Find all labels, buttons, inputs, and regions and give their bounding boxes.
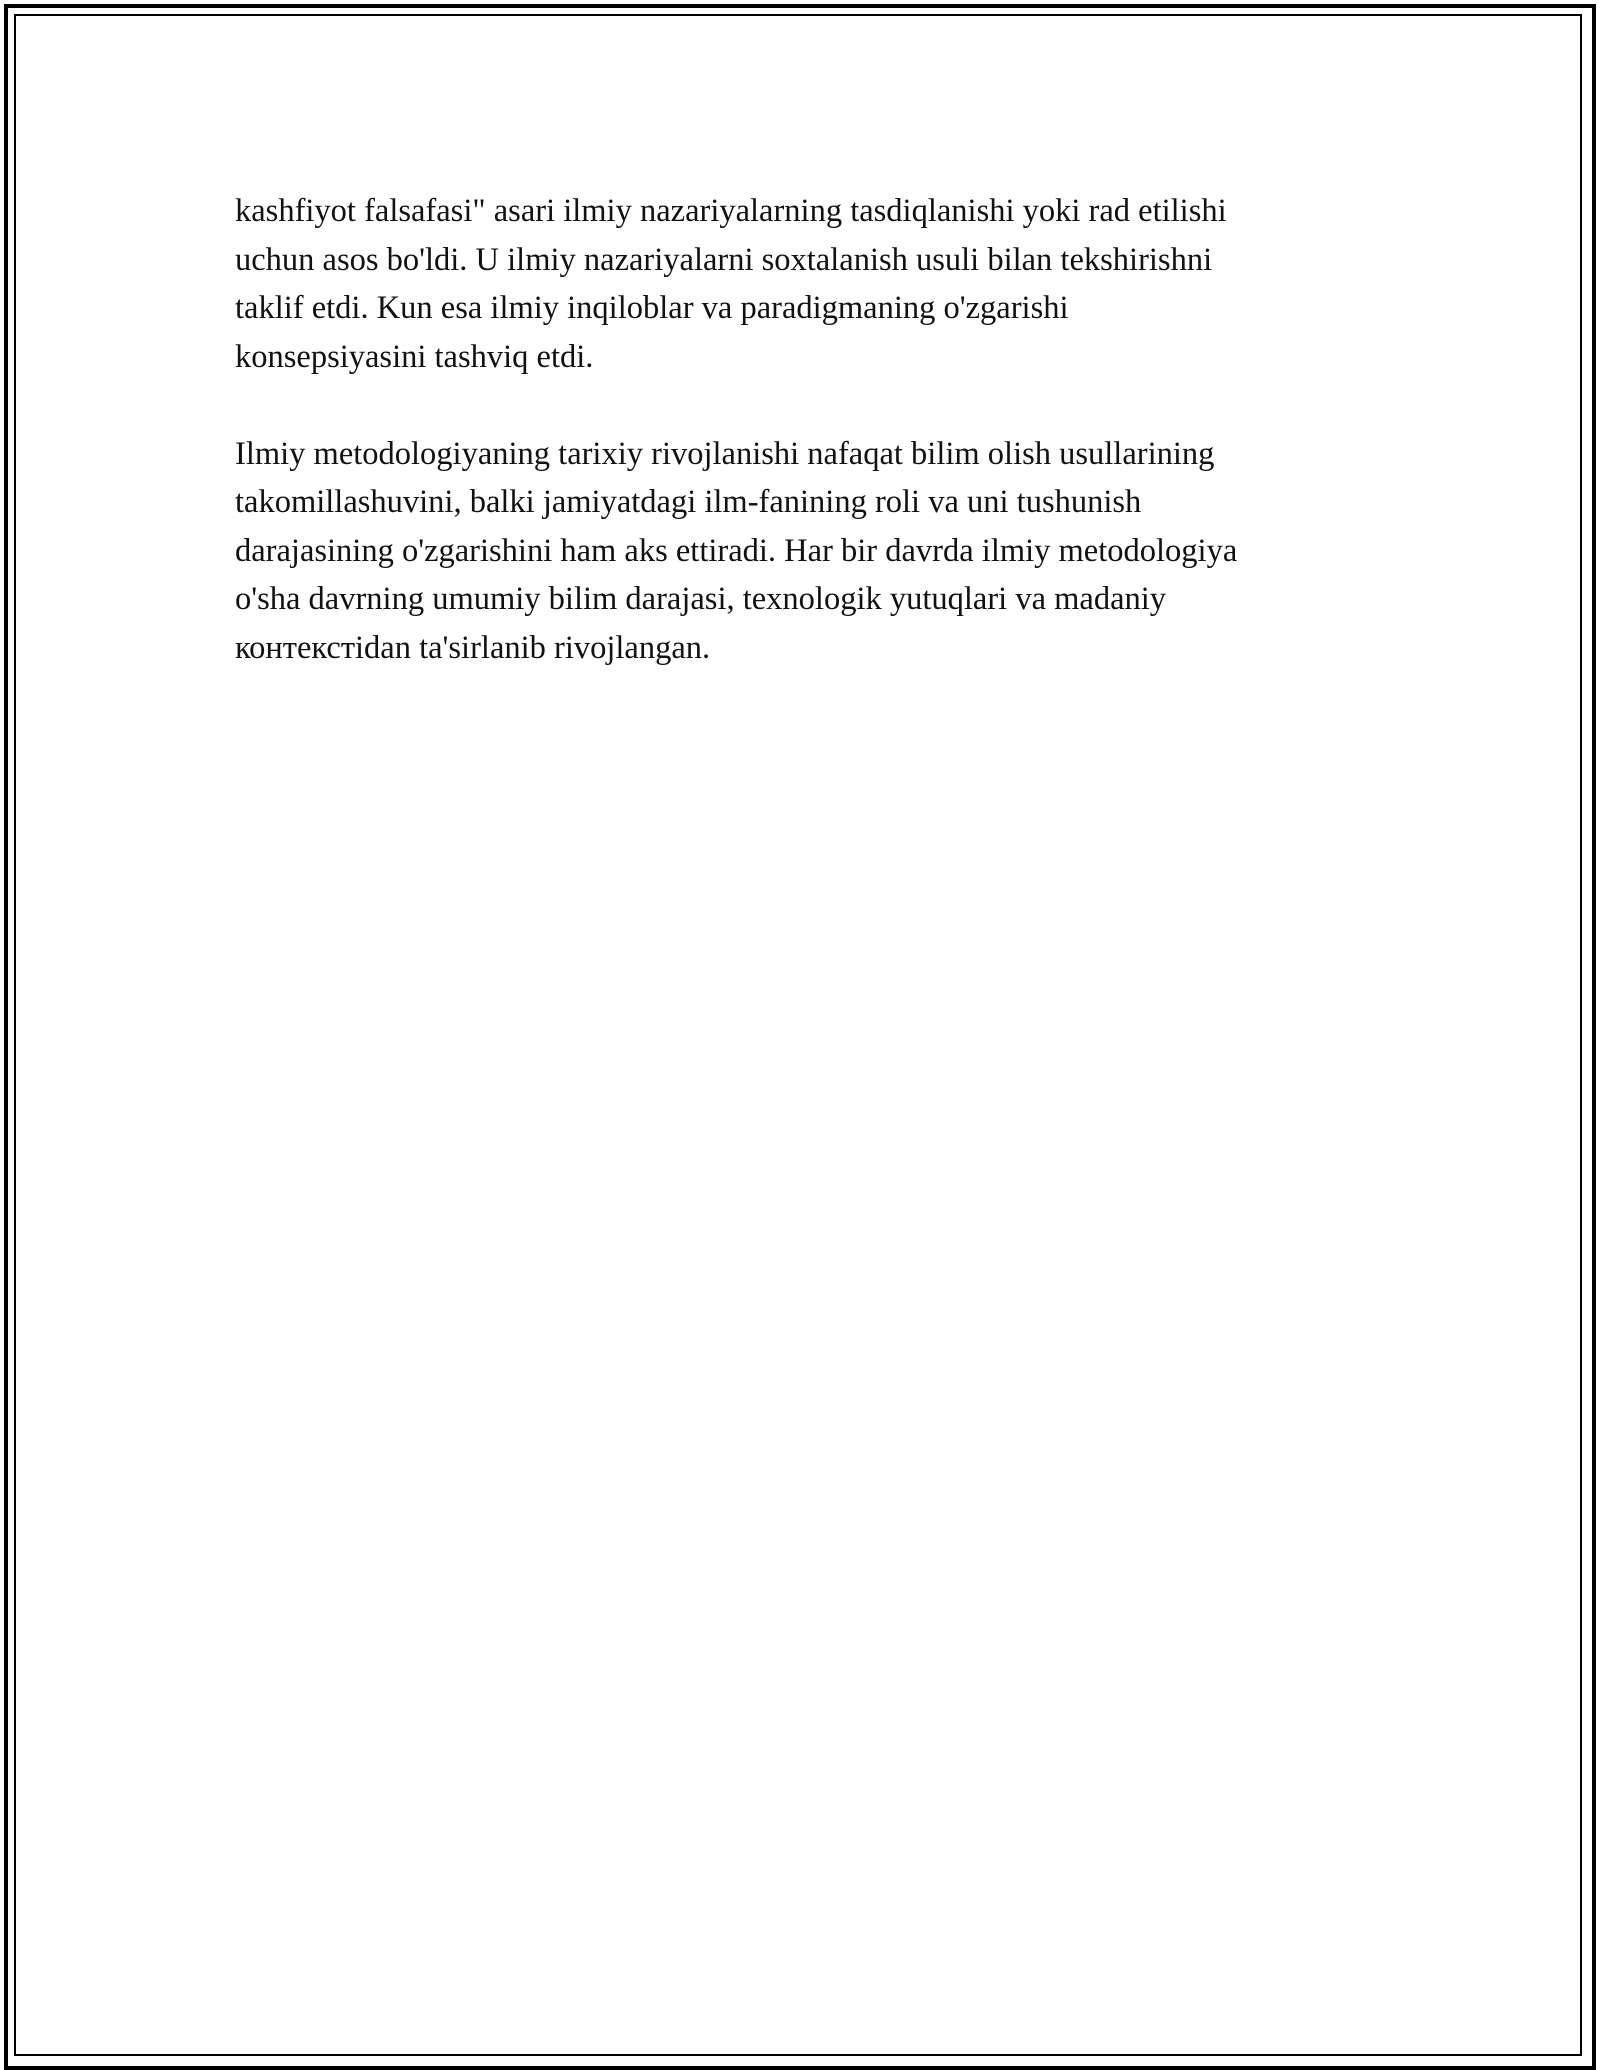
paragraph-1	[235, 187, 1395, 381]
paragraph-line: darajasining o'zgarishini ham aks ettiradi. Har bir davrda ilmiy metodologiya	[235, 532, 1238, 569]
paragraph-line: o'sha davrning umumiy bilim darajasi, texnologik yutuqlari va madaniy	[235, 581, 1167, 617]
paragraph-line: konsepsiyasini tashviq etdi.	[235, 338, 594, 375]
paragraph-line: контекстidan ta'sirlanib rivojlangan.	[235, 629, 711, 666]
paragraph-line: kashfiyot falsafasi" asari ilmiy nazariyalarning tasdiqlanishi yoki rad etilishi	[235, 193, 1227, 229]
paragraph-line: taklif etdi. Kun esa ilmiy inqiloblar va paradigmaning o'zgarishi	[235, 290, 1069, 326]
paragraph-line: uchun asos bo'ldi. U ilmiy nazariyalarni soxtalanish usuli bilan tekshirishni	[235, 241, 1213, 278]
paragraph-line: takomillashuvini, balki jamiyatdagi ilm-fanining roli va uni tushunish	[235, 484, 1142, 520]
paragraph-line: Ilmiy metodologiyaning tarixiy rivojlanishi nafaqat bilim olish usullarining	[235, 435, 1215, 472]
paragraph-2	[235, 430, 1395, 673]
document-body	[235, 187, 1395, 721]
